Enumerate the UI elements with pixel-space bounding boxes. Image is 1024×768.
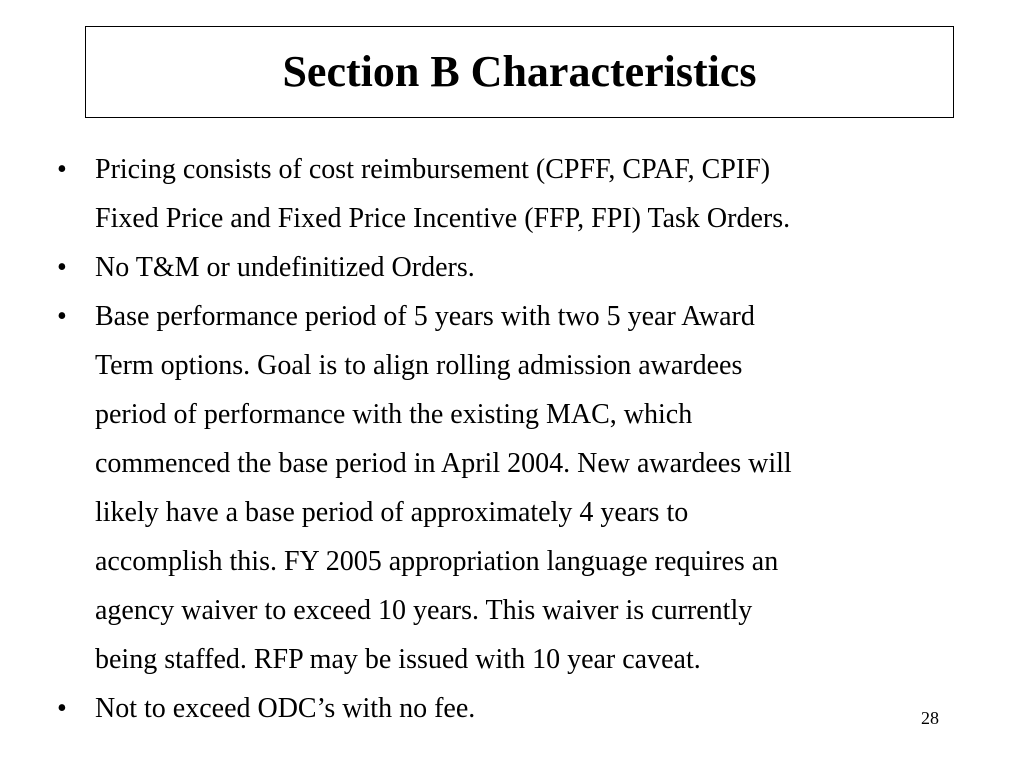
bullet-item-no-tm [55, 243, 965, 292]
bullet-dot-icon: • [57, 252, 67, 283]
bullet-dot-icon: • [57, 154, 67, 185]
bullet-dot-icon: • [57, 301, 67, 332]
bullet-text: Pricing consists of cost reimbursement (CPFF, CPAF, CPIF) Fixed Price and Fixed Price Incentive (FFP, FPI) Task Orders. [95, 154, 791, 234]
bullet-item-odc [55, 684, 965, 733]
page-number: 28 [921, 708, 939, 728]
bullet-text: Base performance period of 5 years with two 5 year Award Term options. Goal is to align rolling admission awardees period of performance with the existing MAC, which commenced the base period in April 2004. New awardees will likely have a base period of approximately 4 years to accomplish this. FY 2005 appropriation language requires an agency waiver to exceed 10 years. This waiver is currently being staffed. RFP may be issued with 10 year caveat. [95, 301, 792, 675]
bullet-list [55, 145, 965, 733]
slide-title: Section B Characteristics [282, 47, 757, 96]
title-box [85, 26, 954, 118]
bullet-item-pricing [55, 145, 965, 243]
bullet-dot-icon: • [57, 693, 67, 724]
bullet-item-base-period [55, 292, 965, 684]
bullet-text: Not to exceed ODC’s with no fee. [95, 693, 476, 724]
bullet-text: No T&M or undefinitized Orders. [95, 252, 475, 283]
